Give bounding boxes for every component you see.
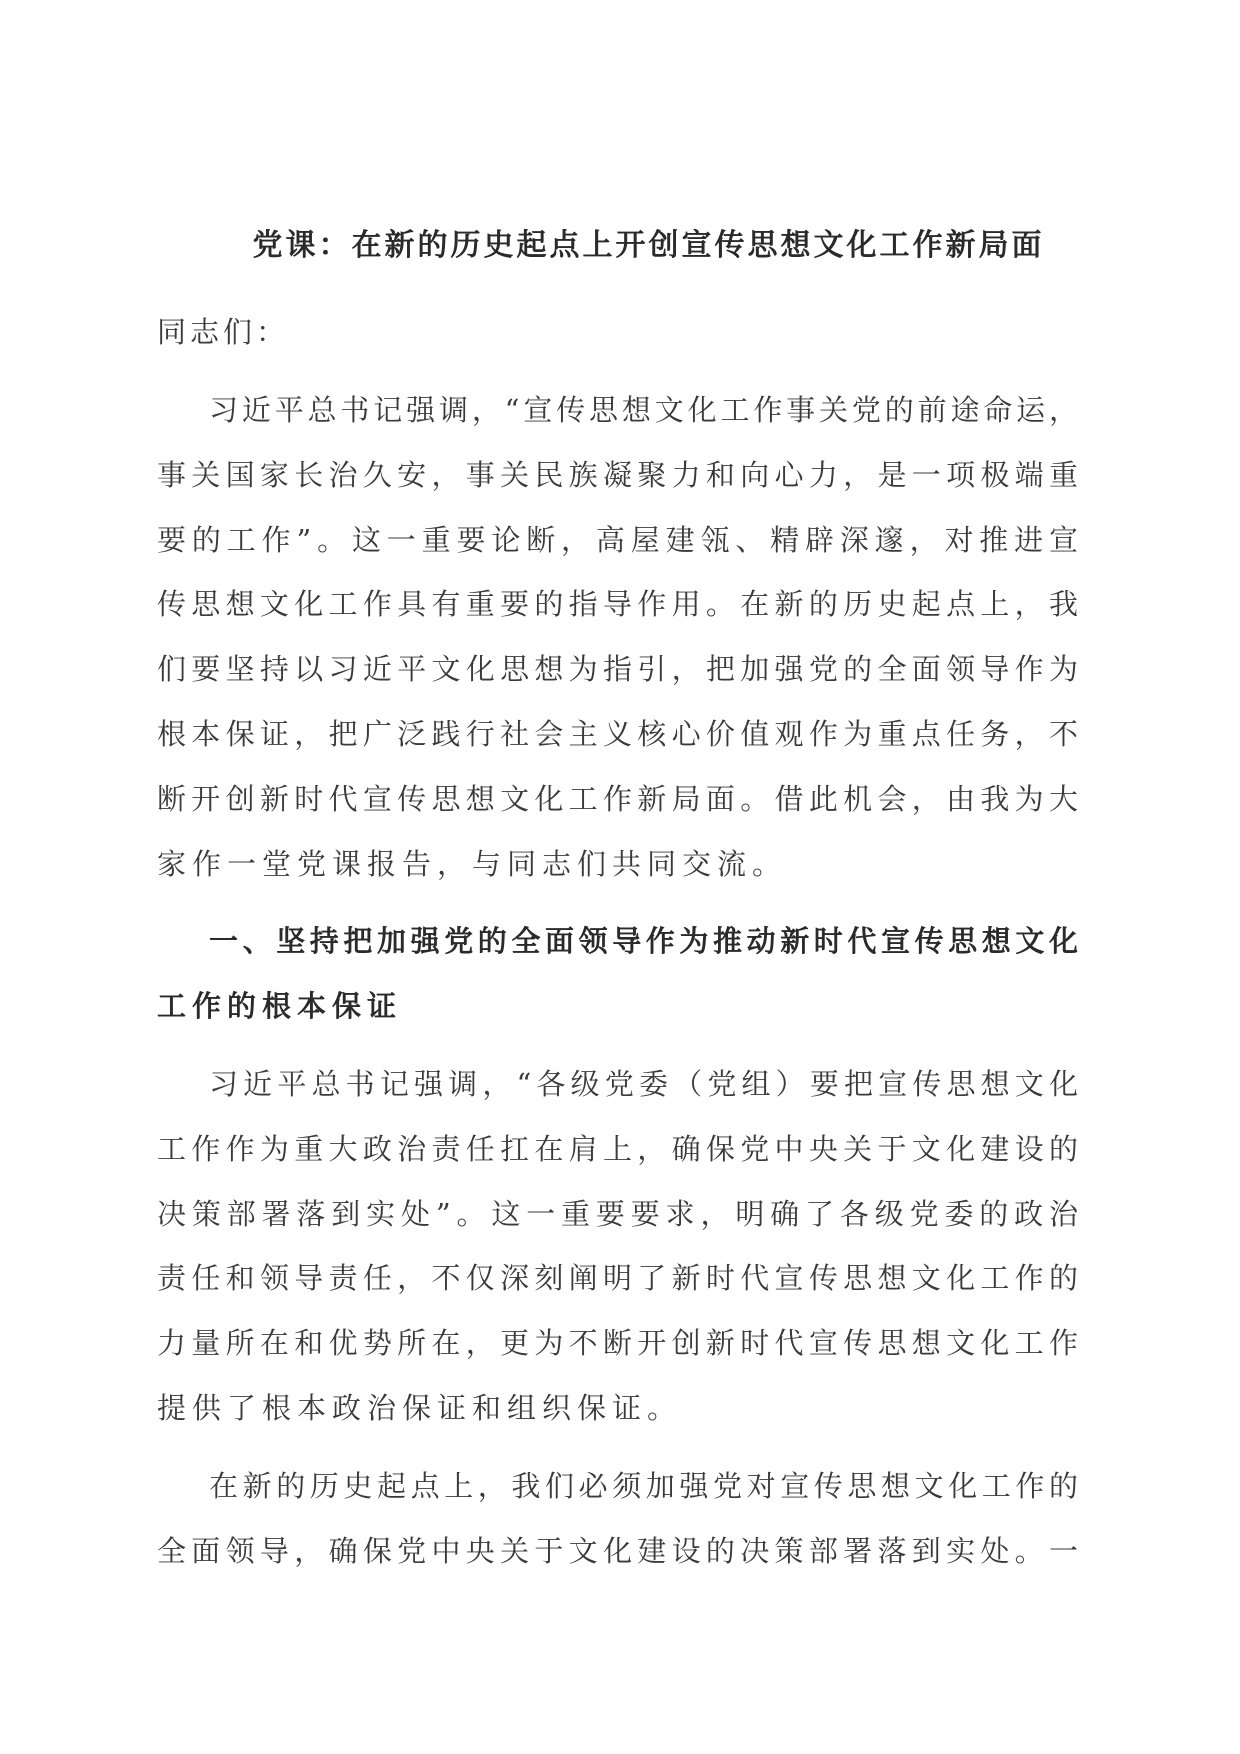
paragraph — [157, 1454, 1080, 1584]
text-line: 一、坚持把加强党的全面领导作为推动新时代宣传思想文化 — [209, 924, 1080, 959]
text-line: 断开创新时代宣传思想文化工作新局面。借此机会，由我为大 — [157, 781, 1080, 816]
document-page — [157, 214, 1080, 1583]
text-line: 决策部署落到实处”。这一重要要求，明确了各级党委的政治 — [157, 1196, 1080, 1231]
text-line: 全面领导，确保党中央关于文化建设的决策部署落到实处。一 — [157, 1533, 1080, 1568]
text-line: 力量所在和优势所在，更为不断开创新时代宣传思想文化工作 — [157, 1326, 1080, 1361]
text-line: 事关国家长治久安，事关民族凝聚力和向心力，是一项极端重 — [157, 457, 1080, 492]
text-line: 家作一堂党课报告，与同志们共同交流。 — [157, 846, 788, 881]
text-line: 根本保证，把广泛践行社会主义核心价值观作为重点任务，不 — [157, 716, 1080, 751]
paragraph — [157, 1052, 1080, 1441]
text-line: 工作作为重大政治责任扛在肩上，确保党中央关于文化建设的 — [157, 1131, 1080, 1166]
text-line: 责任和领导责任，不仅深刻阐明了新时代宣传思想文化工作的 — [157, 1261, 1080, 1296]
greeting: 同志们： — [157, 315, 290, 349]
text-line: 在新的历史起点上，我们必须加强党对宣传思想文化工作的 — [209, 1468, 1080, 1503]
paragraph — [157, 378, 1080, 896]
document-body — [157, 378, 1080, 1583]
section-heading — [157, 909, 1080, 1039]
text-line: 习近平总书记强调，“宣传思想文化工作事关党的前途命运， — [209, 393, 1080, 427]
text-line: 传思想文化工作具有重要的指导作用。在新的历史起点上，我 — [157, 587, 1080, 622]
text-line: 提供了根本政治保证和组织保证。 — [157, 1390, 683, 1425]
text-line: 工作的根本保证 — [157, 989, 403, 1024]
text-line: 要的工作”。这一重要论断，高屋建瓴、精辟深邃，对推进宣 — [157, 522, 1080, 557]
text-line: 习近平总书记强调，“各级党委（党组）要把宣传思想文化 — [209, 1066, 1080, 1101]
text-line: 们要坚持以习近平文化思想为指引，把加强党的全面领导作为 — [157, 652, 1080, 687]
document-title: 党课：在新的历史起点上开创宣传思想文化工作新局面 — [252, 228, 1045, 263]
